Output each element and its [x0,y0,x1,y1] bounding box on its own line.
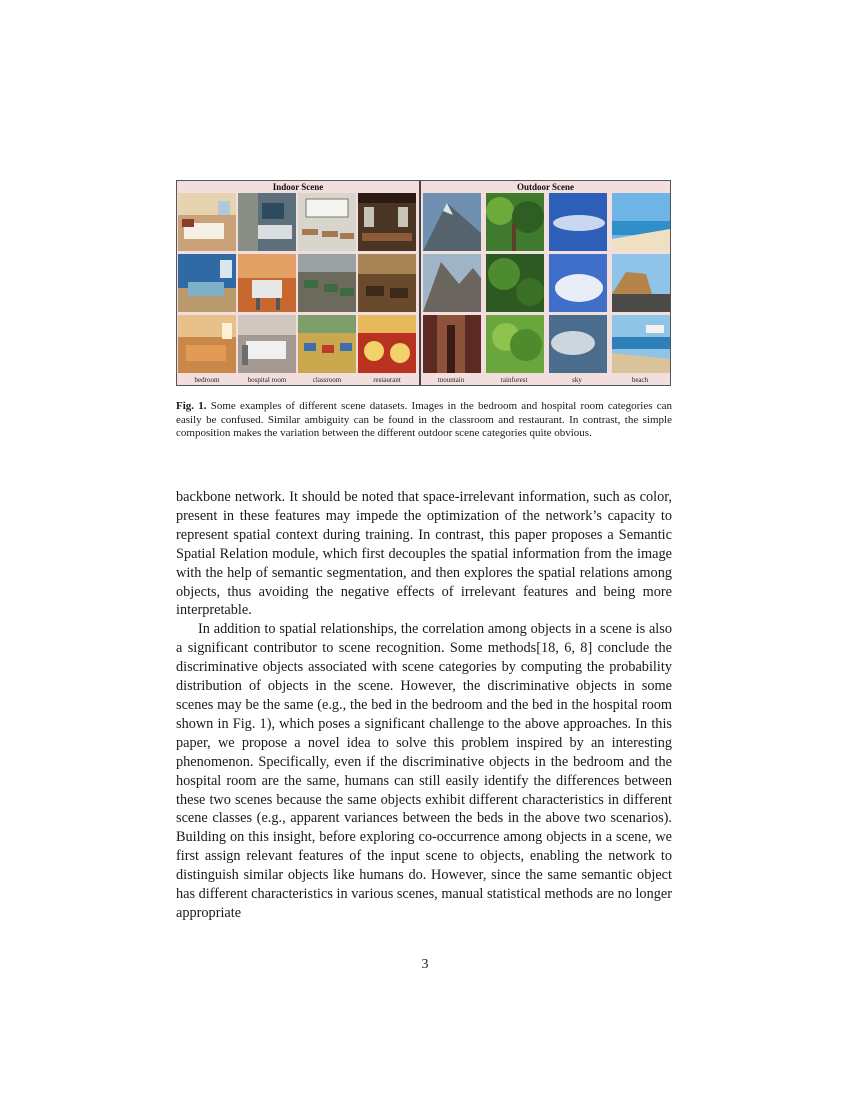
label-beach: beach [631,376,649,384]
hospital-room-image-2 [238,254,296,312]
beach-image-3 [612,315,670,373]
label-rainforest: rainforest [500,376,528,384]
paragraph-2: In addition to spatial relationships, the correlation among objects in a scene is also a significant contributor to scene recognition. Some methods[18, 6, 8] conclude the discriminative objects associated with scene categories by computing the probability distribution of objects in the scene. However, the discriminative objects in some scenes may be the same (e.g., the bed in the bedroom and the bed in the hospital room shown in Fig. 1), which poses a significant challenge to the above approaches. In this paper, we propose a novel idea to solve this problem inspired by an interesting phenomenon. Specifically, even if the discriminative objects in the bedroom and the hospital room are the same, humans can still easily identify the differences between these two scenes because the same objects exhibit different characteristics in different scene classes (e.g., apparent variances between the beds in the above two scenarios). Building on this insight, before exploring co-occurrence among objects in a scene, we first assign relevant features of the input scene to objects, enabling the network to distinguish similar objects like humans do. However, since the same semantic object has different characteristics in various scenes, manual statistical methods are no longer appropriate [176,621,672,921]
rainforest-image-3 [486,315,544,373]
sky-image-2 [549,254,607,312]
classroom-image-2 [298,254,356,312]
sky-image-1 [549,193,607,251]
bedroom-image-3 [178,315,236,373]
rainforest-image-2 [486,254,544,312]
outdoor-title: Outdoor Scene [516,182,575,192]
bedroom-image-2 [178,254,236,312]
mountain-image-2 [423,254,481,312]
paragraph-1: backbone network. It should be noted that space-irrelevant information, such as color, present in these features may impede the optimization of the network’s capacity to represent spatial context during training. In contrast, this paper proposes a Semantic Spatial Relation module, which first decouples the spatial information from the image with the help of semantic segmentation, and then explores the spatial relations among objects, thus avoiding the negative effects of irrelevant features and being more interpretable. [176,489,672,619]
label-bedroom: bedroom [194,376,220,384]
caption-label: Fig. 1. [176,400,207,412]
restaurant-image-1 [358,193,416,251]
label-restaurant: restaurant [373,376,401,384]
beach-image-1 [612,193,670,251]
outdoor-labels [421,374,670,385]
restaurant-image-3 [358,315,416,373]
hospital-room-image-3 [238,315,296,373]
indoor-panel [177,181,421,385]
label-classroom: classroom [312,376,342,384]
page-number: 3 [421,957,429,972]
caption-text: Some examples of different scene datasets. Images in the bedroom and hospital room categories can easily be confused. Similar ambiguity can be found in the classroom and restaurant. In contrast, the simple composition makes the variation between the different outdoor scene categories quite obvious. [176,400,673,440]
bedroom-image-1 [178,193,236,251]
outdoor-panel [421,181,670,385]
body-text [176,488,672,923]
beach-image-2 [612,254,670,312]
classroom-image-1 [298,193,356,251]
rainforest-image-1 [486,193,544,251]
classroom-image-3 [298,315,356,373]
scene-figure [176,180,671,386]
label-sky: sky [572,376,582,384]
mountain-image-1 [423,193,481,251]
label-mountain: mountain [437,376,465,384]
hospital-room-image-1 [238,193,296,251]
figure-caption [176,400,672,441]
indoor-title: Indoor Scene [272,182,324,192]
label-hospital-room: hospital room [247,376,287,384]
mountain-image-3 [423,315,481,373]
indoor-labels [177,374,419,385]
restaurant-image-2 [358,254,416,312]
sky-image-3 [549,315,607,373]
